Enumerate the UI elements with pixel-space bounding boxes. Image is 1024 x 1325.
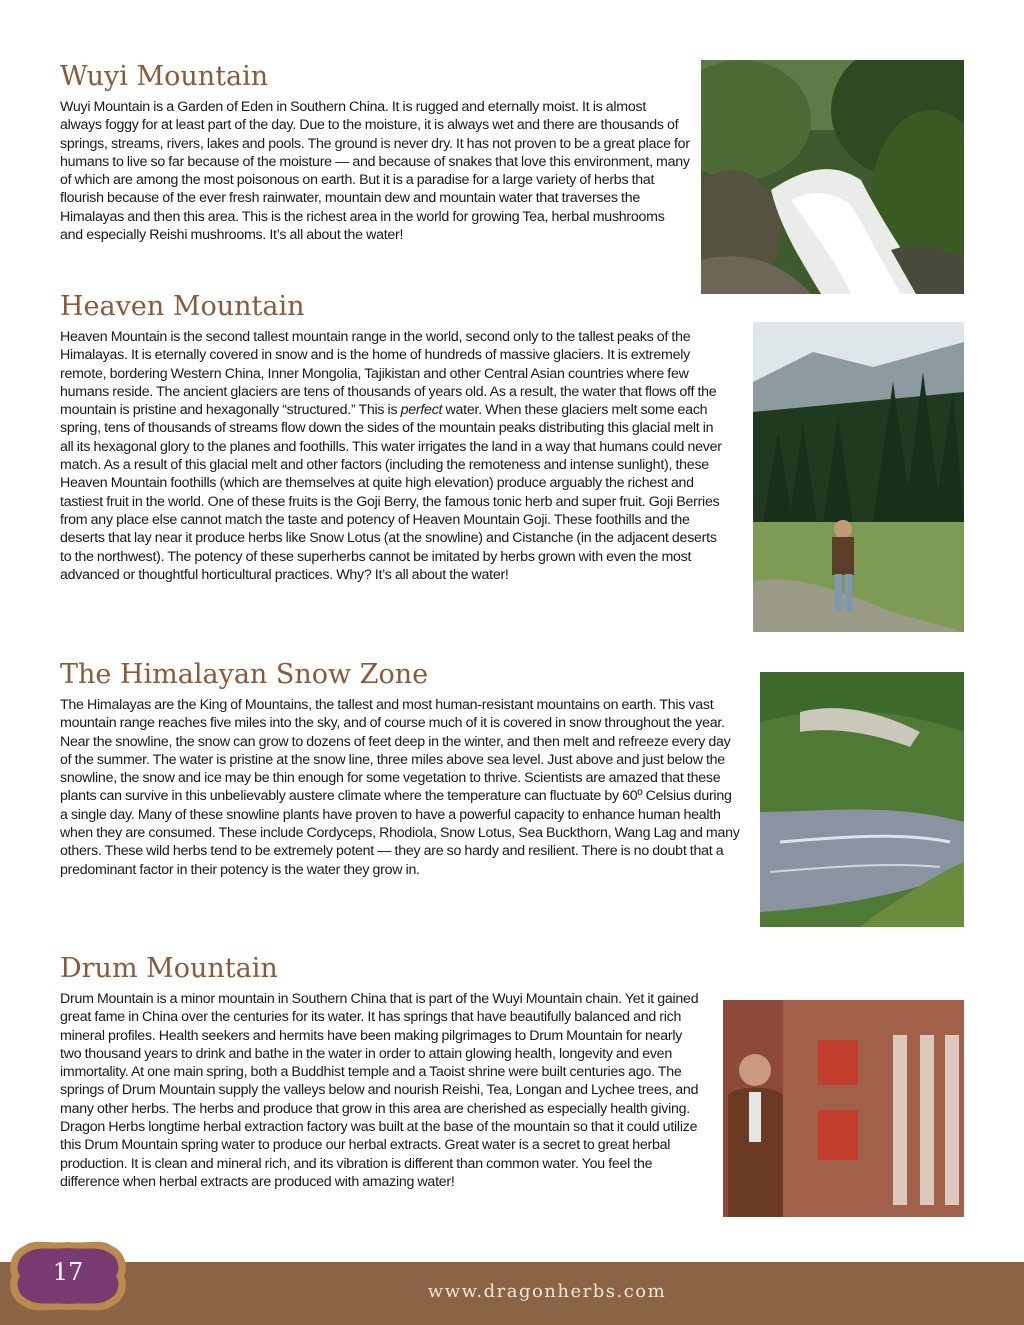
website-url[interactable]: www.dragonherbs.com	[427, 1281, 667, 1302]
section-body: Wuyi Mountain is a Garden of Eden in Southern China. It is rugged and eternally moist. It is almost always foggy for at least part of the day. Due to the moisture, it is always wet and there are thousands of springs, streams, rivers, lakes and pools. The ground is never dry. It has not proven to be a great place for humans to live so far because of the moisture — and because of snakes that love this environment, many of which are among the most poisonous on earth. But it is a paradise for a large variety of herbs that flourish because of the ever fresh rainwater, mountain dew and mountain water that traverses the Himalayas and then this area. This is the richest area in the world for growing Tea, herbal mushrooms and especially Reishi mushrooms. It’s all about the water!	[60, 99, 690, 244]
page-number: 17	[52, 1258, 84, 1286]
section-heading: Drum Mountain	[60, 953, 278, 984]
drum-mountain-photo	[723, 1000, 964, 1217]
section-heaven-mountain	[60, 290, 725, 584]
section-heading: The Himalayan Snow Zone	[60, 659, 429, 690]
himalayan-river-photo	[760, 672, 964, 927]
section-body: Drum Mountain is a minor mountain in Southern China that is part of the Wuyi Mountain chain. Yet it gained great fame in China over the centuries for its water. It has springs that have beautifully balanced and rich mineral profiles. Health seekers and hermits have been making pilgrimages to Drum Mountain for nearly two thousand years to drink and bathe in the water in order to attain glowing health, longevity and even immortality. At one main spring, both a Buddhist temple and a Taoist shrine were built centuries ago. The springs of Drum Mountain supply the valleys below and nourish Reishi, Tea, Longan and Lychee trees, and many other herbs. The herbs and produce that grow in this area are cherished as especially health giving. Dragon Herbs longtime herbal extraction factory was built at the base of the mountain so that it could utilize this Drum Mountain spring water to produce our herbal extracts. Great water is a secret to great herbal production. It is clean and mineral rich, and its vibration is different than common water. You feel the difference when herbal extracts are produced with amazing water!	[60, 991, 699, 1190]
section-wuyi-mountain	[60, 60, 690, 244]
section-heading: Wuyi Mountain	[60, 61, 269, 92]
section-body: The Himalayas are the King of Mountains, the tallest and most human-resistant mountains on earth. This vast mountain range reaches five miles into the sky, and of course much of it is covered in snow throughout the year. Near the snowline, the snow can grow to dozens of feet deep in the winter, and then melt and refreeze every day of the summer. The water is pristine at the snow line, three miles above sea level. Just above and just below the snowline, the snow and ice may be thin enough for some vegetation to thrive. Scientists are amazed that these plants can survive in this unbelievably austere climate where the temperature can fluctuate by 60º Celsius during a single day. Many of these snowline plants have proven to have a powerful capacity to enhance human health when they are consumed. These include Cordyceps, Rhodiola, Snow Lotus, Sea Buckthorn, Wang Lag and many others. These wild herbs tend to be extremely potent — they are so hardy and resilient. There is no doubt that a predominant factor in their potency is the water they grow in.	[60, 697, 740, 878]
section-drum-mountain	[60, 952, 705, 1191]
emphasis-text: perfect	[400, 402, 443, 419]
section-body: Heaven Mountain is the second tallest mountain range in the world, second only to the tallest peaks of the Himalayas. It is eternally covered in snow and is the home of hundreds of massive glaciers. It is extremely remote, bordering Western China, Inner Mongolia, Tajikistan and other Central Asian countries where few humans reside. The ancient glaciers are tens of thousands of years old. As a result, the water that flows off the mountain is pristine and hexagonally “structured.” This is perfect water. When these glaciers melt some each spring, tens of thousands of streams flow down the sides of the mountain peaks distributing this glacial melt in all its hexagonal glory to the planes and foothills. This water irrigates the land in a way that humans could never match. As a result of this glacial melt and other factors (including the remoteness and intense sunlight), these Heaven Mountain foothills (which are themselves at quite high elevation) produce arguably the richest and tastiest fruit in the world. One of these fruits is the Goji Berry, the famous tonic herb and super fruit. Goji Berries from any place else cannot match the taste and potency of Heaven Mountain Goji. These foothills and the deserts that lay near it produce herbs like Snow Lotus (at the snowline) and Cistanche (in the adjacent deserts to the northwest). The potency of these superherbs cannot be imitated by herbs grown with even the most advanced or thoughtful horticultural practices. Why? It’s all about the water!	[60, 329, 722, 583]
section-himalayan-snow-zone	[60, 658, 742, 879]
section-heading: Heaven Mountain	[60, 291, 305, 322]
waterfall-photo	[701, 60, 964, 294]
heaven-mountain-photo	[753, 322, 964, 632]
